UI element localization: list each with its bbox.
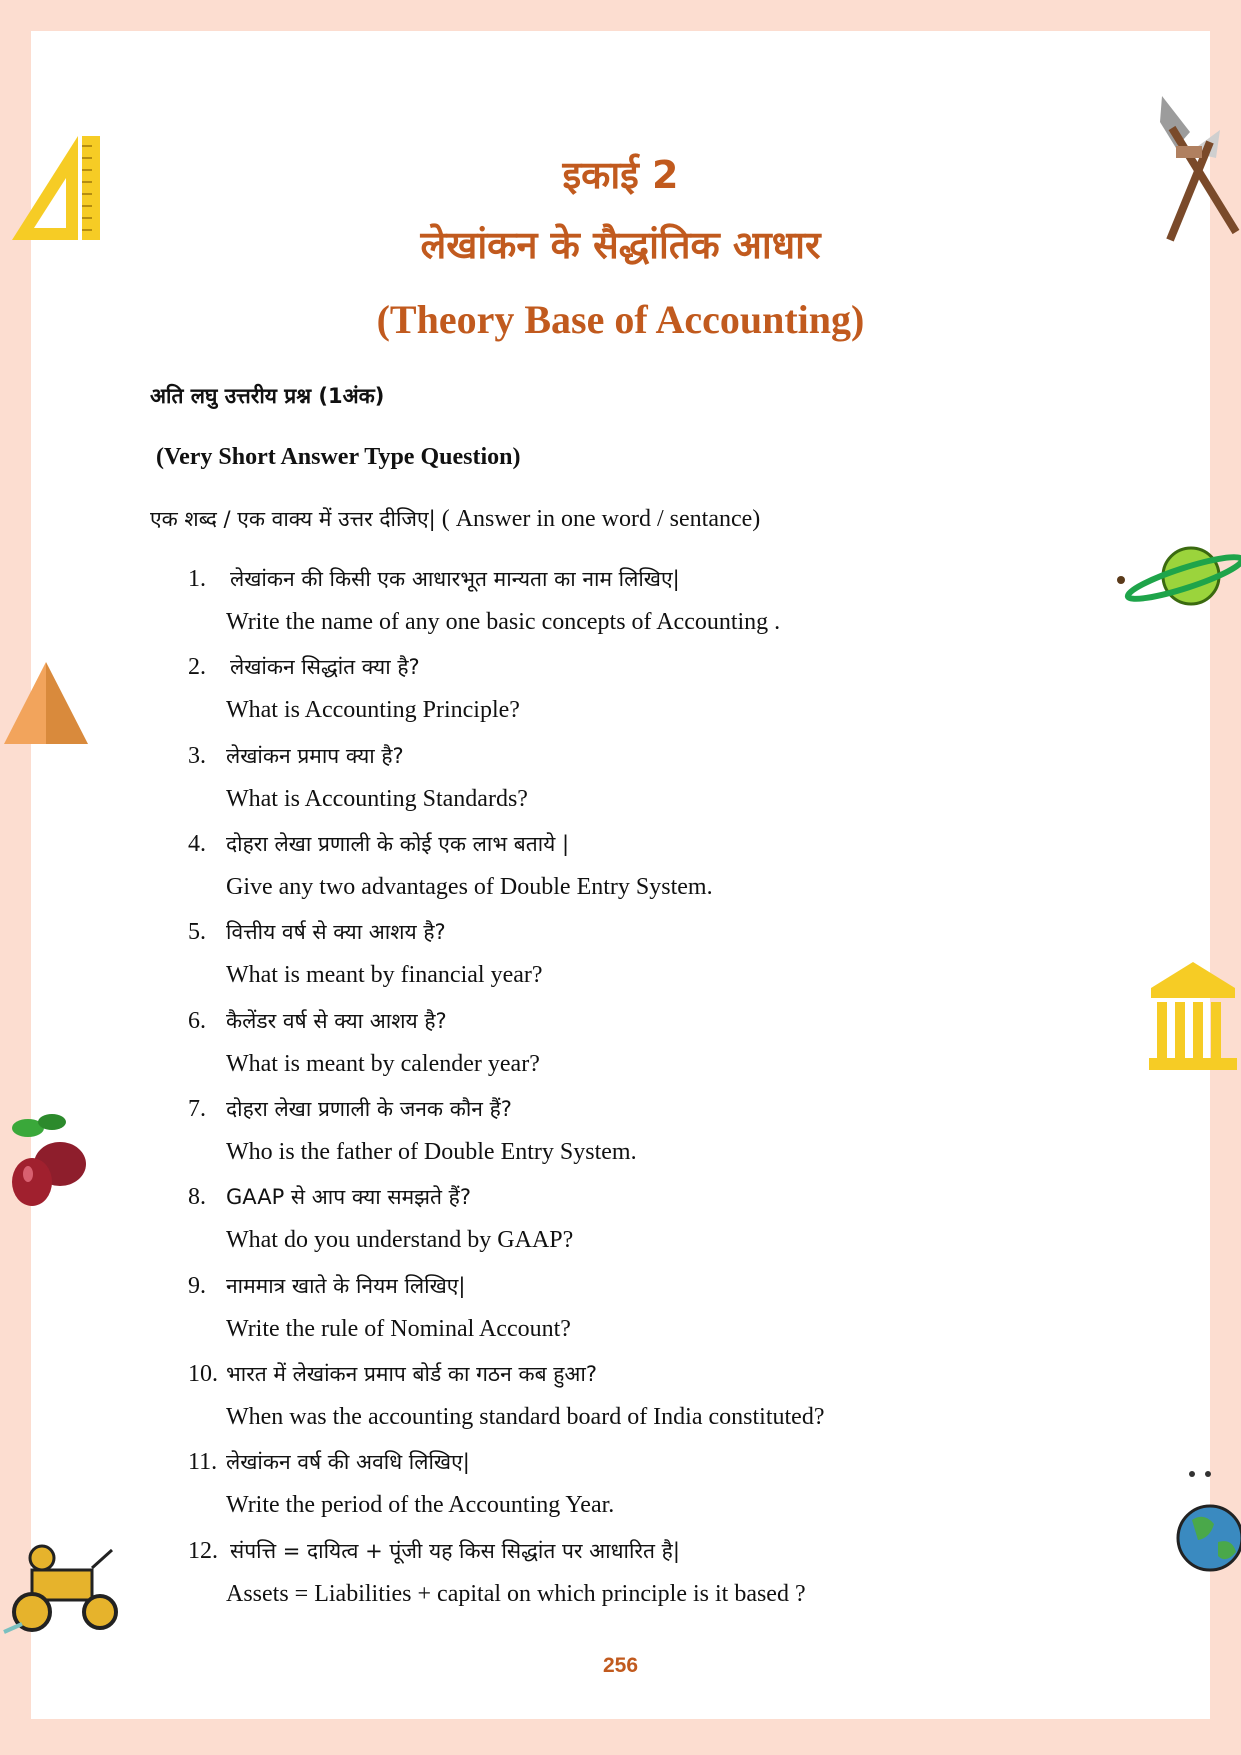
section-heading-english: (Very Short Answer Type Question) [156, 444, 521, 470]
question-number: 8. [188, 1184, 206, 1210]
section-heading-hindi: अति लघु उत्तरीय प्रश्न (1अंक) [150, 384, 385, 408]
question-hindi: लेखांकन प्रमाप क्या है? [226, 744, 404, 768]
question-english: Write the period of the Accounting Year. [226, 1492, 615, 1518]
unit-title: इकाई 2 [562, 153, 679, 197]
question-hindi: वित्तीय वर्ष से क्या आशय है? [226, 920, 446, 944]
question-english: What is Accounting Standards? [226, 786, 528, 812]
pillar-monument-icon [1145, 958, 1241, 1072]
question-number: 11. [188, 1449, 218, 1475]
question-number: 10. [188, 1361, 218, 1387]
question-english: What is meant by calender year? [226, 1051, 540, 1077]
question-number: 9. [188, 1273, 206, 1299]
question-hindi: दोहरा लेखा प्रणाली के जनक कौन हैं? [226, 1097, 512, 1121]
question-hindi: कैलेंडर वर्ष से क्या आशय है? [226, 1009, 447, 1033]
instruction-english: ( Answer in one word / sentance) [435, 506, 761, 532]
question-hindi: नाममात्र खाते के नियम लिखिए| [226, 1274, 466, 1298]
question-number: 5. [188, 919, 206, 945]
question-number: 12. [188, 1538, 218, 1564]
question-number: 3. [188, 743, 206, 769]
chapter-title-english: (Theory Base of Accounting) [376, 297, 865, 342]
instruction-line [150, 505, 760, 533]
pyramid-icon [2, 658, 90, 748]
question-english: Write the rule of Nominal Account? [226, 1316, 571, 1342]
question-hindi: लेखांकन की किसी एक आधारभूत मान्यता का नाम लिखिए| [230, 567, 680, 591]
question-number: 4. [188, 831, 206, 857]
question-hindi: दोहरा लेखा प्रणाली के कोई एक लाभ बताये | [226, 832, 570, 856]
question-english: Who is the father of Double Entry System. [226, 1139, 637, 1165]
question-number: 2. [188, 654, 206, 680]
question-english: Assets = Liabilities + capital on which principle is it based ? [226, 1581, 806, 1607]
question-hindi: भारत में लेखांकन प्रमाप बोर्ड का गठन कब हुआ? [226, 1362, 598, 1386]
question-english: What is Accounting Principle? [226, 697, 520, 723]
question-english: Write the name of any one basic concepts of Accounting . [226, 609, 781, 635]
question-number: 6. [188, 1008, 206, 1034]
chapter-title-hindi: लेखांकन के सैद्धांतिक आधार [420, 223, 821, 267]
question-hindi: लेखांकन सिद्धांत क्या है? [230, 655, 420, 679]
instruction-hindi: एक शब्द / एक वाक्य में उत्तर दीजिए| [150, 507, 436, 531]
question-english: What do you understand by GAAP? [226, 1227, 574, 1253]
question-english: Give any two advantages of Double Entry System. [226, 874, 713, 900]
earth-globe-icon [1170, 1468, 1241, 1574]
question-english: When was the accounting standard board of India constituted? [226, 1404, 825, 1430]
planet-saturn-icon [1115, 540, 1241, 612]
page-number: 256 [602, 1654, 639, 1677]
fruit-icon [6, 1108, 90, 1210]
question-hindi: लेखांकन वर्ष की अवधि लिखिए| [226, 1450, 470, 1474]
question-number: 7. [188, 1096, 206, 1122]
question-english: What is meant by financial year? [226, 962, 543, 988]
ancient-cart-icon [2, 1528, 128, 1640]
question-hindi: संपत्ति = दायित्व + पूंजी यह किस सिद्धांत पर आधारित है| [230, 1539, 680, 1563]
question-hindi: GAAP से आप क्या समझते हैं? [226, 1185, 471, 1209]
question-number: 1. [188, 566, 206, 592]
